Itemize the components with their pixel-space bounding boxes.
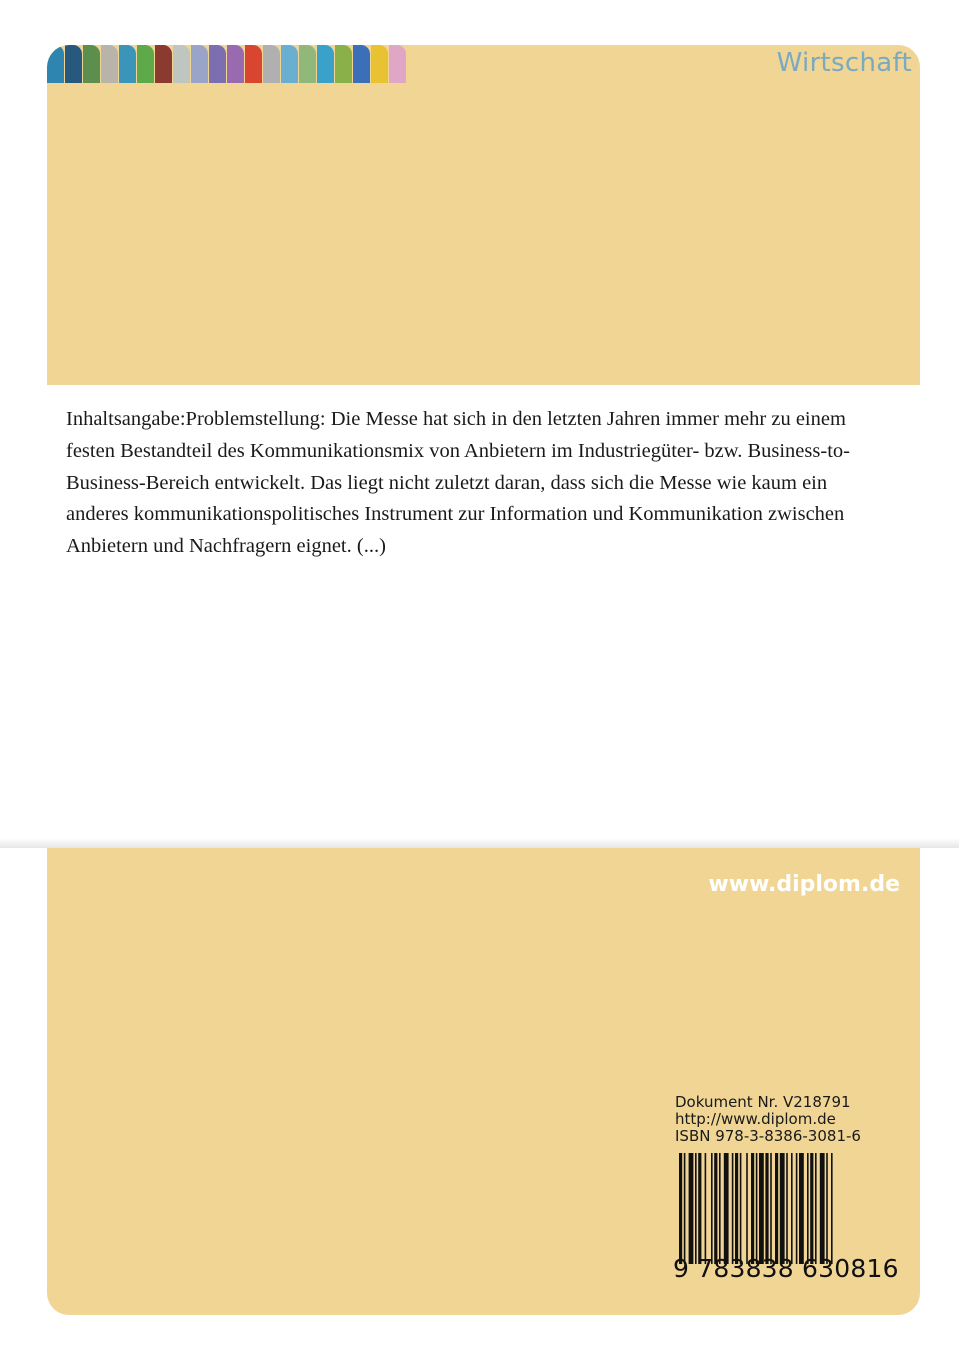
- barcode-bar: [799, 1153, 804, 1264]
- barcode-bar: [689, 1153, 694, 1264]
- barcode-bar: [711, 1153, 713, 1264]
- barcode-bar: [684, 1153, 686, 1264]
- color-stripe: [47, 45, 64, 83]
- cover-bottom-panel: [47, 848, 920, 1315]
- publisher-url: http://www.diplom.de: [675, 1110, 836, 1128]
- barcode-bar: [815, 1153, 817, 1264]
- barcode-bar: [705, 1153, 707, 1264]
- barcode-bar: [831, 1153, 833, 1264]
- color-stripe: [155, 45, 172, 83]
- barcode: [677, 1153, 902, 1264]
- barcode-bar: [770, 1153, 772, 1264]
- color-stripe: [299, 45, 316, 83]
- barcode-bar: [759, 1153, 764, 1264]
- barcode-bar: [791, 1153, 793, 1264]
- blurb-text: Inhaltsangabe:Problemstellung: Die Messe hat sich in den letzten Jahren immer mehr zu einem festen Bestandteil des Kommunikationsmix von Anbietern im Industriegüter- bzw. Business-to-Business-Bereich entwickelt. Das liegt nicht zuletzt daran, dass sich die Messe wie kaum ein anderes kommunikationspolitisches Instrument zur Information und Kommunikation zwischen Anbietern und Nachfragern eignet. (...): [66, 408, 850, 558]
- color-stripe: [263, 45, 280, 83]
- color-stripe: [245, 45, 262, 83]
- color-stripe: [137, 45, 154, 83]
- barcode-bar: [695, 1153, 697, 1264]
- document-number: Dokument Nr. V218791: [675, 1093, 851, 1111]
- barcode-bar: [820, 1153, 825, 1264]
- color-stripes: [47, 45, 407, 83]
- color-stripe: [335, 45, 352, 83]
- isbn: ISBN 978-3-8386-3081-6: [675, 1127, 861, 1145]
- color-stripe: [173, 45, 190, 83]
- cover-top-panel: [47, 45, 920, 385]
- barcode-bar: [740, 1153, 742, 1264]
- barcode-bar: [698, 1153, 701, 1264]
- barcode-bar: [746, 1153, 748, 1264]
- color-stripe: [209, 45, 226, 83]
- barcode-bar: [735, 1153, 738, 1264]
- color-stripe: [101, 45, 118, 83]
- barcode-bar: [679, 1153, 682, 1264]
- color-stripe: [317, 45, 334, 83]
- color-stripe: [371, 45, 388, 83]
- color-stripe: [389, 45, 406, 83]
- barcode-bar: [751, 1153, 754, 1264]
- category-label: Wirtschaft: [776, 48, 912, 78]
- color-stripe: [191, 45, 208, 83]
- barcode-bar: [724, 1153, 729, 1264]
- panel-shadow: [0, 838, 959, 848]
- barcode-bar: [714, 1153, 717, 1264]
- barcode-bar: [796, 1153, 798, 1264]
- barcode-bar: [786, 1153, 788, 1264]
- barcode-bar: [765, 1153, 768, 1264]
- barcode-bar: [756, 1153, 758, 1264]
- barcode-bar: [719, 1153, 721, 1264]
- color-stripe: [353, 45, 370, 83]
- barcode-bar: [732, 1153, 734, 1264]
- barcode-digits: 9 783838 630816: [673, 1254, 899, 1283]
- barcode-bar: [810, 1153, 813, 1264]
- color-stripe: [83, 45, 100, 83]
- barcode-bar: [775, 1153, 778, 1264]
- barcode-bar: [780, 1153, 785, 1264]
- color-stripe: [65, 45, 82, 83]
- publisher-website: www.diplom.de: [708, 872, 900, 897]
- color-stripe: [227, 45, 244, 83]
- color-stripe: [119, 45, 136, 83]
- barcode-bar: [807, 1153, 809, 1264]
- document-info: [675, 1094, 861, 1145]
- barcode-bar: [826, 1153, 828, 1264]
- color-stripe: [281, 45, 298, 83]
